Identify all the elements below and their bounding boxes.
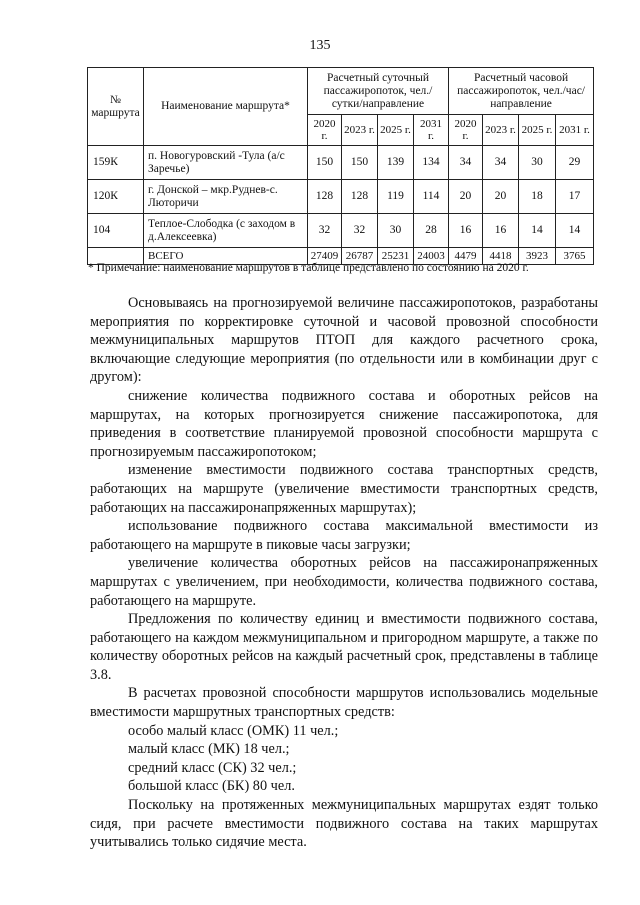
daily-value: 28 <box>414 214 449 248</box>
paragraph: В расчетах провозной способности маршрутов использовались модельные вместимости маршрутных транспортных средств: <box>90 685 598 721</box>
total-hourly-value: 3923 <box>519 248 556 265</box>
daily-value: 128 <box>342 180 378 214</box>
table-row <box>88 214 594 248</box>
route-number: 159К <box>88 146 144 180</box>
hourly-value: 14 <box>519 214 556 248</box>
hourly-value: 16 <box>483 214 519 248</box>
routes-table <box>87 67 594 265</box>
route-name: п. Новогуровский -Тула (а/с Заречье) <box>144 146 308 180</box>
total-daily-value: 26787 <box>342 248 378 265</box>
hourly-value: 34 <box>483 146 519 180</box>
hourly-value: 20 <box>449 180 483 214</box>
route-number: 104 <box>88 214 144 248</box>
paragraph: Предложения по количеству единиц и вместимости подвижного состава, работающего на каждом межмуниципальном и пригородном маршруте, а также по количеству оборотных рейсов на каждый расчетный срок, представлены в таблице 3.8. <box>90 611 598 683</box>
daily-value: 32 <box>342 214 378 248</box>
year-header: 2023 г. <box>342 115 378 146</box>
daily-value: 150 <box>342 146 378 180</box>
daily-value: 119 <box>378 180 414 214</box>
hourly-value: 18 <box>519 180 556 214</box>
year-header: 2031 г. <box>414 115 449 146</box>
hourly-value: 29 <box>556 146 594 180</box>
header-route-name: Наименование маршрута* <box>144 68 308 146</box>
route-number: 120К <box>88 180 144 214</box>
header-hourly-flow: Расчетный часовой пассажиропоток, чел./час/направление <box>449 68 594 115</box>
hourly-value: 14 <box>556 214 594 248</box>
total-hourly-value: 4479 <box>449 248 483 265</box>
year-header: 2031 г. <box>556 115 594 146</box>
table-note: * Примечание: наименование маршрутов в таблице представлено по состоянию на 2020 г. <box>88 262 529 274</box>
total-daily-value: 27409 <box>308 248 342 265</box>
year-header: 2023 г. <box>483 115 519 146</box>
total-hourly-value: 4418 <box>483 248 519 265</box>
hourly-value: 34 <box>449 146 483 180</box>
total-daily-value: 25231 <box>378 248 414 265</box>
class-item: малый класс (МК) 18 чел.; <box>128 741 290 758</box>
paragraph: использование подвижного состава максимальной вместимости из работающего на маршруте в пиковые часы загрузки; <box>90 518 598 553</box>
paragraph: увеличение количества оборотных рейсов на пассажиронапряженных маршрутах с увеличением, при необходимости, количества подвижного состава, работающего на маршруте. <box>90 555 598 609</box>
class-item: средний класс (СК) 32 чел.; <box>128 759 297 776</box>
hourly-value: 16 <box>449 214 483 248</box>
hourly-value: 30 <box>519 146 556 180</box>
total-daily-value: 24003 <box>414 248 449 265</box>
header-daily-flow: Расчетный суточный пассажиропоток, чел./сутки/направление <box>308 68 449 115</box>
hourly-value: 20 <box>483 180 519 214</box>
daily-value: 134 <box>414 146 449 180</box>
year-header: 2020 г. <box>449 115 483 146</box>
page-number: 135 <box>309 38 331 53</box>
daily-value: 114 <box>414 180 449 214</box>
total-hourly-value: 3765 <box>556 248 594 265</box>
paragraph: Основываясь на прогнозируемой величине пассажиропотоков, разработаны мероприятия по корректировке суточной и часовой провозной способности межмуниципальных маршрутов ПТОП для каждого расчетного срока, включающие следующие мероприятия (по отдельности или в комбинации друг с другом): <box>90 295 598 386</box>
paragraph: изменение вместимости подвижного состава транспортных средств, работающих на маршруте (увеличение вместимости транспортных средств, работающих на пассажиронапряженных маршрутах); <box>90 462 598 516</box>
paragraph: снижение количества подвижного состава и оборотных рейсов на маршрутах, на которых прогнозируется снижение пассажиропотока, для приведения в соответствие планируемой провозной способности маршрута с прогнозируемым пассажиропотоком; <box>90 387 598 460</box>
header-route-number: № маршрута <box>88 68 144 146</box>
body-text <box>90 294 598 852</box>
year-header: 2020 г. <box>308 115 342 146</box>
total-label: ВСЕГО <box>144 248 308 265</box>
route-name: Теплое-Слободка (с заходом в д.Алексеевка) <box>144 214 308 248</box>
year-header: 2025 г. <box>378 115 414 146</box>
paragraph: Поскольку на протяженных межмуниципальных маршрутах ездят только сидя, при расчете вместимости подвижного состава на таких маршрутах учитывались только сидячие места. <box>90 797 598 851</box>
class-item: большой класс (БК) 80 чел. <box>128 778 295 795</box>
daily-value: 139 <box>378 146 414 180</box>
daily-value: 32 <box>308 214 342 248</box>
table-row <box>88 180 594 214</box>
daily-value: 150 <box>308 146 342 180</box>
hourly-value: 17 <box>556 180 594 214</box>
table-row <box>88 146 594 180</box>
daily-value: 128 <box>308 180 342 214</box>
route-name: г. Донской – мкр.Руднев-с. Люторичи <box>144 180 308 214</box>
year-header: 2025 г. <box>519 115 556 146</box>
daily-value: 30 <box>378 214 414 248</box>
class-item: особо малый класс (ОМК) 11 чел.; <box>128 722 339 739</box>
